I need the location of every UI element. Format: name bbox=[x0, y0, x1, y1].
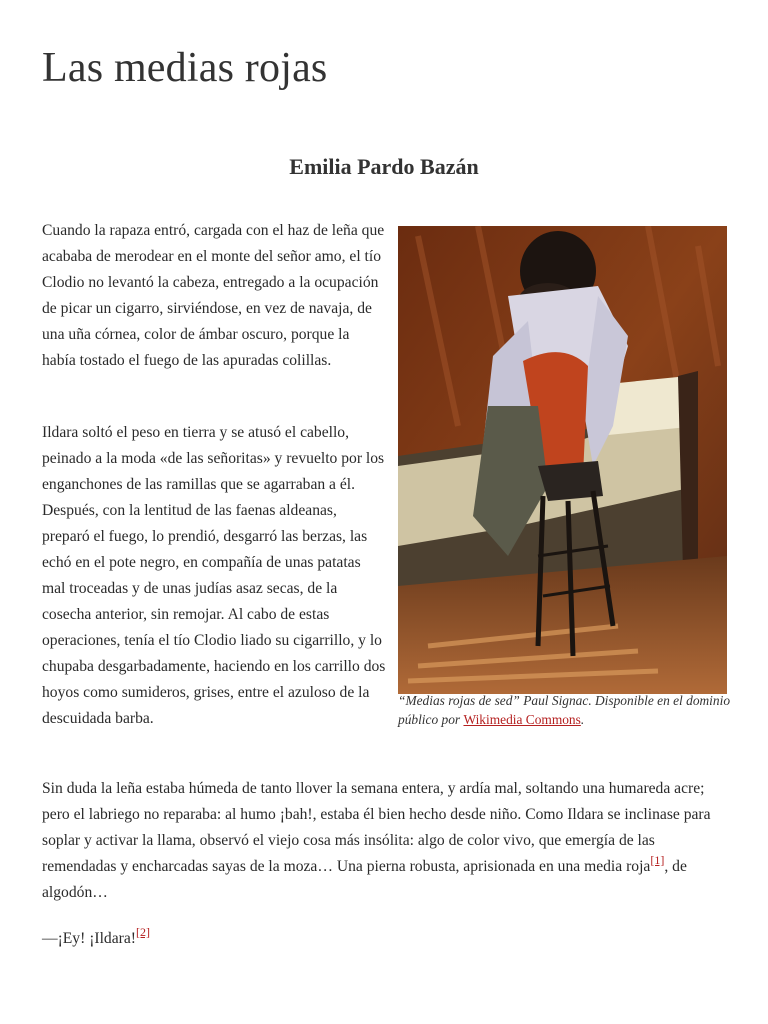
painting-image bbox=[398, 226, 727, 694]
figure-caption bbox=[398, 691, 733, 729]
caption-text: “Medias rojas de sed” Paul Signac. Disponible en el dominio público por bbox=[398, 693, 731, 727]
author-name: Emilia Pardo Bazán bbox=[289, 154, 479, 179]
caption-end: . bbox=[580, 712, 585, 727]
paragraph-4-text: —¡Ey! ¡Ildara! bbox=[42, 930, 136, 947]
paragraph-3 bbox=[42, 776, 732, 906]
footnote-link-1[interactable]: [1] bbox=[650, 853, 665, 867]
paragraph-3-text: Sin duda la leña estaba húmeda de tanto llover la semana entera, y ardía mal, soltando una humareda acre; pero el labriego no reparaba: al humo ¡bah!, estaba él bien hecho desde niño. Como Ildara se inclinase para soplar y activar la llama, observó el viejo cosa más insólita: algo de color vivo, que emergía de las remendadas y encharcadas sayas de la moza… Una pierna robusta, aprisionada en una media roja bbox=[42, 780, 711, 875]
paragraph-4 bbox=[42, 926, 342, 952]
page-title: Las medias rojas bbox=[42, 45, 328, 91]
paragraph-2: Ildara soltó el peso en tierra y se atusó el cabello, peinado a la moda «de las señoritas» y revuelto por los enganchones de las ramillas que se agarraban a él. Después, con la lentitud de las faenas aldeanas, preparó el fuego, lo prendió, desgarró las berzas, las echó en el pote negro, en compañía de unas patatas mal troceadas y de unas judías asaz secas, de la cosecha anterior, sin remojar. Al cabo de estas operaciones, tenía el tío Clodio liado su cigarrillo, y lo chupaba desgarbadamente, haciendo en los carrillo dos hoyos como sumideros, grises, entre el azuloso de la descuidada barba. bbox=[42, 424, 386, 727]
paragraph-1: Cuando la rapaza entró, cargada con el haz de leña que acababa de merodear en el monte del señor amo, el tío Clodio no levantó la cabeza, entregado a la ocupación de picar un cigarro, sirviéndose, en vez de navaja, de una uña córnea, color de ámbar oscuro, porque la había tostado el fuego de las apuradas colillas. bbox=[42, 222, 385, 369]
footnote-link-2[interactable]: [2] bbox=[135, 925, 150, 939]
wikimedia-commons-link[interactable]: Wikimedia Commons bbox=[463, 712, 581, 727]
painting-woman-red-stockings-icon bbox=[398, 226, 727, 694]
paragraph-3-end: , de algodón… bbox=[42, 858, 687, 901]
